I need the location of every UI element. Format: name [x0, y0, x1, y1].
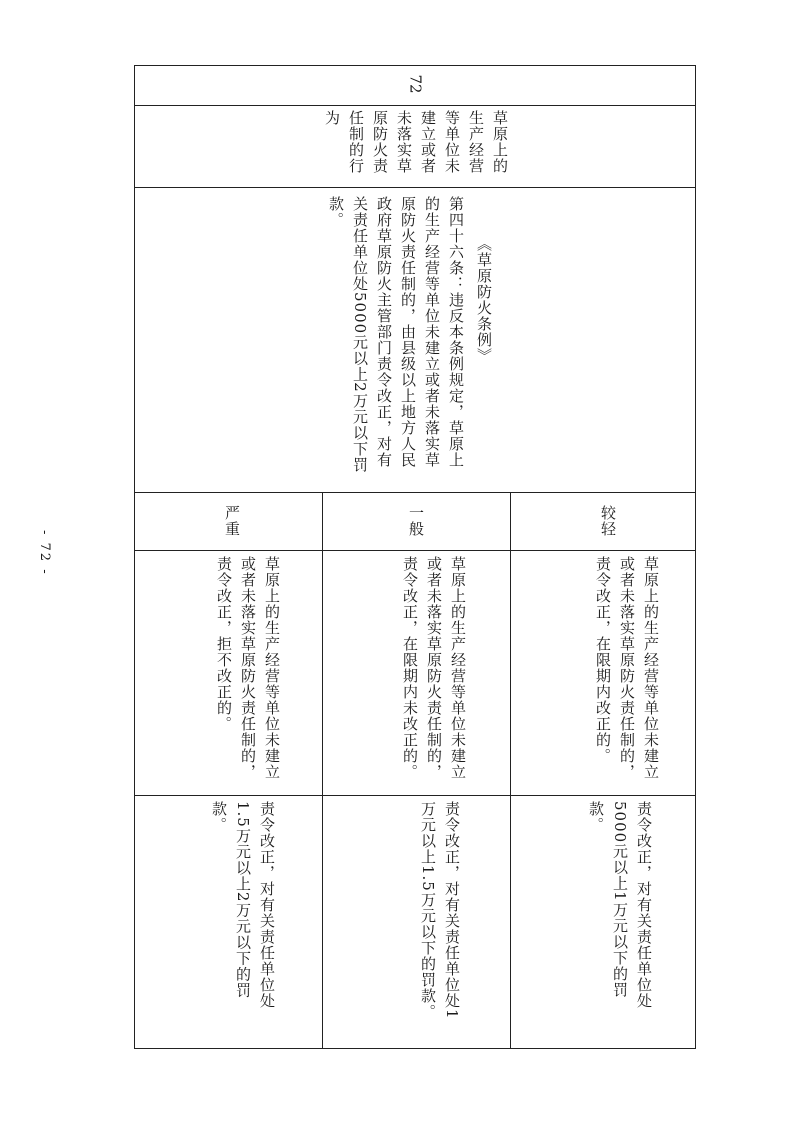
col-divider-1 — [322, 492, 323, 1048]
level-label-general: 一般 — [407, 505, 425, 537]
row-divider-circumstance — [135, 795, 695, 796]
row-divider-basis — [135, 492, 695, 493]
circumstance-general: 草原上的生产经营等单位未建立或者未落实草原防火责任制的，责令改正，在限期内未改正的。 — [401, 556, 467, 780]
row-divider-violation — [135, 187, 695, 188]
page-number: - 72 - — [37, 530, 52, 576]
violation-text: 草原上的生产经营等单位未建立或者未落实草原防火责任制的行为 — [323, 110, 509, 174]
penalty-general: 责令改正，对有关责任单位处1万元以上1.5万元以下的罚款。 — [419, 801, 461, 1020]
level-label-light: 较轻 — [599, 505, 617, 537]
row-divider-header — [135, 105, 695, 106]
circumstance-severe: 草原上的生产经营等单位未建立或者未落实草原防火责任制的，责令改正，拒不改正的。 — [215, 556, 281, 780]
row-divider-levels — [135, 550, 695, 551]
legal-basis-text: 第四十六条：违反本条例规定，草原上的生产经营等单位未建立或者未落实草原防火责任制的，由县级以上地方人民政府草原防火主管部门责令改正，对有关责任单位处5000元以上2万元以下罚款。 — [327, 196, 465, 473]
penalty-light: 责令改正，对有关责任单位处5000元以上1万元以下的罚款。 — [587, 801, 653, 1009]
table-page-number: 72 — [406, 74, 425, 94]
legal-basis-title: 《草原防火条例》 — [475, 236, 493, 364]
level-label-severe: 严重 — [223, 505, 241, 537]
col-divider-2 — [510, 492, 511, 1048]
penalty-severe: 责令改正，对有关责任单位处1.5万元以上2万元以下的罚款。 — [210, 801, 276, 1009]
circumstance-light: 草原上的生产经营等单位未建立或者未落实草原防火责任制的，责令改正，在限期内改正的。 — [594, 556, 660, 780]
